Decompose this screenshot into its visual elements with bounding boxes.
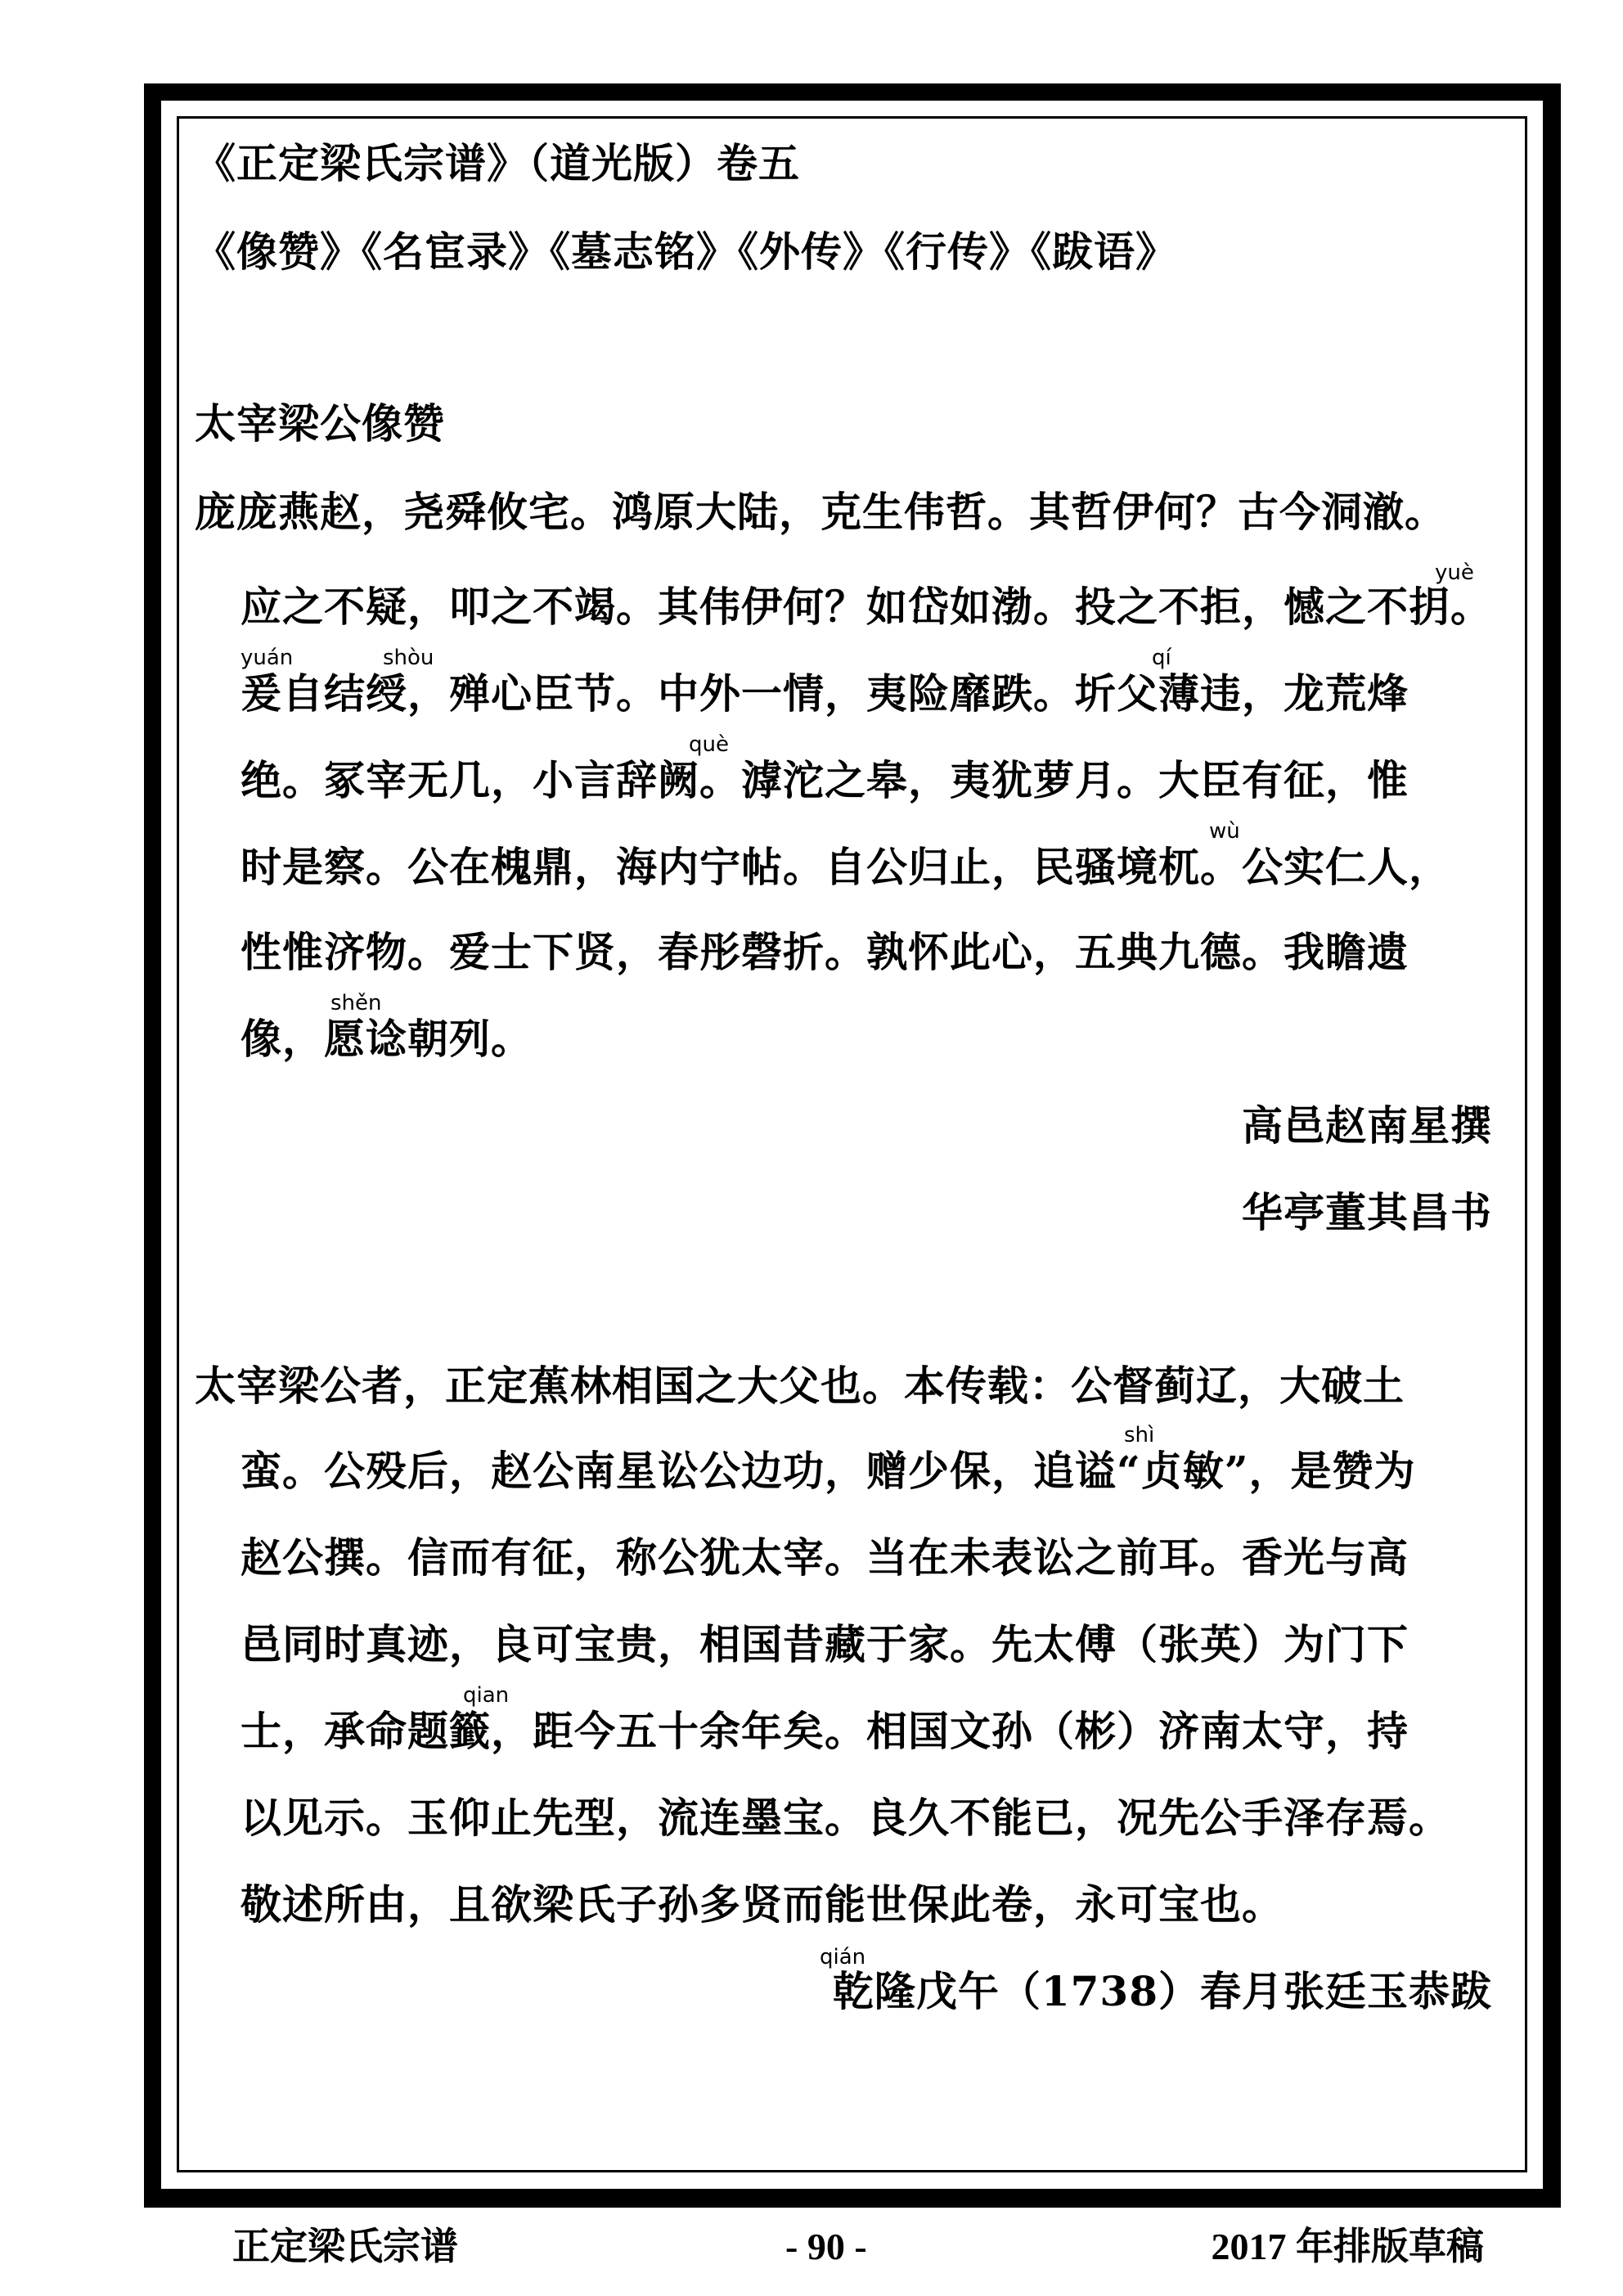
calligrapher-credit: 华亭董其昌书 <box>1242 1188 1492 1236</box>
eulogy-line-1: 庞庞燕赵，尧舜攸宅。鸿原大陆，克生伟哲。其哲伊何？古今洞澈。 <box>195 488 1446 536</box>
pinyin-annotation: yuè <box>1435 560 1474 585</box>
footer-book-title: 正定梁氏宗谱 <box>232 2226 458 2267</box>
pinyin-annotation: qian <box>463 1683 510 1708</box>
eulogy-line-7: 像，愿谂朝列。 <box>241 1015 533 1063</box>
postscript-signature: 乾隆戊午（1738）春月张廷玉恭跋 <box>832 1967 1492 2015</box>
pinyin-annotation: shòu <box>383 646 434 670</box>
page-title: 《正定梁氏宗谱》（道光版）卷五 <box>195 139 800 187</box>
footer-draft-note: 2017 年排版草稿 <box>1211 2226 1484 2267</box>
postscript-line-1: 太宰梁公者，正定蕉林相国之大父也。本传载：公督蓟辽，大破土 <box>195 1362 1405 1410</box>
postscript-line-4: 邑同时真迹，良可宝贵，相国昔藏于家。先太傅（张英）为门下 <box>241 1620 1409 1668</box>
postscript-line-6: 以见示。玉仰止先型，流连墨宝。良久不能已，况先公手泽存焉。 <box>241 1794 1450 1842</box>
pinyin-annotation: què <box>689 732 729 757</box>
eulogy-line-5: 时是察。公在槐鼎，海内宁帖。自公归止，民骚境杌。公实仁人， <box>241 843 1450 891</box>
pinyin-annotation: shěn <box>330 991 382 1015</box>
postscript-line-3: 赵公撰。信而有征，称公犹太宰。当在未表讼之前耳。香光与高 <box>241 1533 1409 1582</box>
section-contents: 《像赞》《名宦录》《墓志铭》《外传》《行传》《跋语》 <box>195 227 1177 276</box>
section-heading: 太宰梁公像赞 <box>195 399 445 448</box>
eulogy-line-2: 应之不疑，叩之不竭。其伟伊何？如岱如渤。投之不拒，憾之不抈。 <box>241 583 1492 631</box>
pinyin-annotation: wù <box>1209 819 1240 844</box>
pinyin-annotation: qí <box>1152 646 1171 670</box>
eulogy-line-3: 爰自结绶，殚心臣节。中外一情，夷险靡跌。圻父薄违，龙荒烽 <box>241 669 1409 718</box>
eulogy-line-4: 绝。冢宰无几，小言辞阙。滹沱之皋，夷犹萝月。大臣有征，惟 <box>241 756 1409 804</box>
page-number: - 90 - <box>785 2226 867 2267</box>
pinyin-annotation: yuán <box>241 646 294 670</box>
postscript-line-7: 敬述所由，且欲梁氏子孙多贤而能世保此卷，永可宝也。 <box>241 1880 1284 1929</box>
author-credit: 高邑赵南星撰 <box>1242 1101 1492 1150</box>
pinyin-annotation: qián <box>820 1945 866 1970</box>
postscript-line-5: 士，承命题籤，距今五十余年矣。相国文孙（彬）济南太守，持 <box>241 1707 1409 1755</box>
pinyin-annotation: shì <box>1124 1423 1155 1447</box>
postscript-line-2: 蛮。公殁后，赵公南星讼公边功，赠少保，追谥“贞敏”，是赞为 <box>241 1447 1416 1495</box>
eulogy-line-6: 性惟济物。爱士下贤，春彤磬折。孰怀此心，五典九德。我瞻遗 <box>241 928 1409 976</box>
